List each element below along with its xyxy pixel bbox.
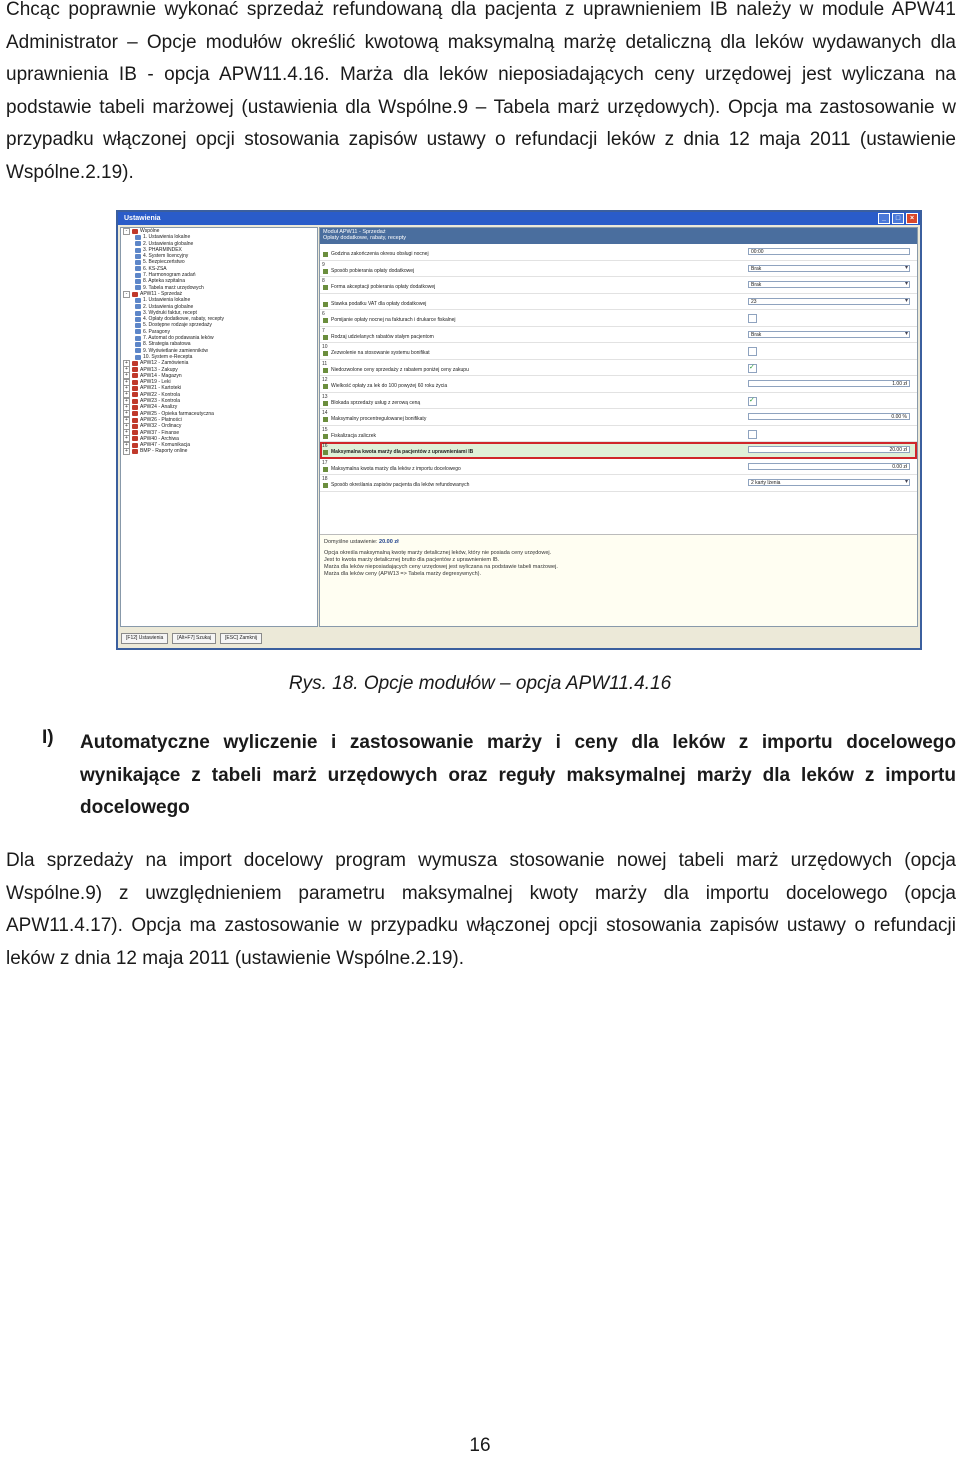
tree-node-label: 3. Wydruki faktur, recept (143, 309, 197, 316)
intro-paragraph: Chcąc poprawnie wykonać sprzedaż refundowaną dla pacjenta z uprawnieniem IB należy w module APW41 Administrator – Opcje modułów określić kwotową maksymalną marżę detaliczną dla leków wydawanych dla uprawnienia IB - opcja APW11.4.16. Marża dla leków nieposiadających ceny urzędowej jest wyliczana na podstawie tabeli marżowej (ustawienia dla Wspólne.9 – Tabela marż urzędowych). Opcja ma zastosowanie w przypadku włączonej opcji stosowania zapisów ustawy o refundacji leków z dnia 12 maja 2011 (ustawienie Wspólne.2.19). (6, 0, 956, 183)
tree-node-label: APW25 - Opieka farmaceutyczna (140, 410, 214, 417)
collapse-icon[interactable]: - (123, 228, 130, 235)
option-label: Godzina zakończenia okresu obsługi nocnej (331, 251, 429, 257)
option-row[interactable] (320, 327, 917, 344)
settings-page-icon (135, 329, 141, 334)
option-number: 6 (322, 311, 325, 317)
option-label: Niedozwolone ceny sprzedaży z rabatem poniżej ceny zakupu (331, 366, 469, 373)
settings-page-icon (135, 355, 141, 360)
settings-page-icon (135, 254, 141, 259)
tree-node-label: APW26 - Płatności (140, 416, 182, 423)
option-number: 9 (322, 261, 325, 268)
tree-node-label: APW13 - Zakupy (140, 366, 178, 373)
option-icon (323, 434, 328, 439)
expand-icon[interactable]: + (123, 435, 130, 442)
option-icon (323, 467, 328, 472)
tree-node-label: 1. Ustawienia lokalne (143, 234, 191, 241)
option-row[interactable] (320, 261, 917, 278)
option-checkbox[interactable] (748, 430, 757, 439)
section-number: I) (42, 727, 54, 748)
option-label: Sposób określania zapisów pacjenta dla leków refundowanych (331, 482, 470, 488)
tree-node-label: APW37 - Finanse (140, 429, 180, 436)
tree-node-label: APW40 - Archiwa (140, 435, 179, 442)
option-row-highlighted[interactable] (320, 442, 917, 459)
tree-node-label: 8. Strategia rabatowa (143, 341, 191, 348)
maximize-icon[interactable]: □ (892, 213, 904, 224)
settings-page-icon (135, 342, 141, 347)
option-label: Rodzaj udzielanych rabatów stałym pacjentom (331, 333, 434, 340)
option-icon (323, 318, 328, 323)
option-input[interactable]: 0.00 zł (748, 463, 910, 470)
option-input[interactable]: 20.00 zł (748, 446, 910, 453)
option-label: Blokada sprzedaży usług z zerową ceną (331, 399, 421, 406)
tree-node[interactable] (121, 448, 317, 454)
module-folder-icon (132, 430, 138, 435)
expand-icon[interactable]: + (123, 391, 130, 398)
option-label: Zezwolenie na stosowanie systemu bonifikat (331, 350, 430, 356)
module-folder-icon (132, 380, 138, 385)
settings-window-screenshot (116, 210, 922, 650)
tree-node-label: 9. Tabela marż urzędowych (143, 284, 204, 291)
settings-page-icon (135, 311, 141, 316)
option-checkbox[interactable] (748, 347, 757, 356)
options-panel (319, 227, 918, 627)
tree-node-label: 8. Apteka szpitalna (143, 278, 185, 285)
tree-node-label: 3. PHARMINDEX (143, 246, 182, 253)
settings-page-icon (135, 317, 141, 322)
settings-page-icon (135, 260, 141, 265)
option-number: 8 (322, 278, 325, 284)
option-icon (323, 384, 328, 389)
module-folder-icon (132, 424, 138, 429)
tree-node-label: APW14 - Magazyn (140, 372, 182, 379)
expand-icon[interactable]: + (123, 423, 130, 430)
option-number: 13 (322, 393, 328, 400)
option-number: 10 (322, 344, 328, 350)
option-dropdown[interactable]: Brak ▾ (748, 265, 910, 272)
option-icon (323, 417, 328, 422)
module-folder-icon (132, 405, 138, 410)
tree-node-label: APW22 - Kontrola (140, 391, 181, 398)
tree-node-label: APW23 - Kontrola (140, 398, 181, 405)
tree-node-label: BMP - Raporty online (140, 448, 188, 455)
description-line: Marża dla leków ceny (APW13 => Tabela marży degresywnych). (324, 571, 482, 577)
tree-node-label: 7. Harmonogram zadań (143, 272, 196, 279)
default-setting-label: Domyślne ustawienie: (324, 539, 378, 545)
settings-page-icon (135, 348, 141, 353)
option-label: Maksymalny procentregulowanej bonifikaty (331, 416, 427, 422)
expand-icon[interactable]: + (123, 372, 130, 379)
expand-icon[interactable]: + (123, 404, 130, 411)
body-paragraph: Dla sprzedaży na import docelowy program wymusza stosowanie nowej tabeli marż urzędowych (opcja Wspólne.9) z uwzględnieniem parametru maksymalnej kwoty marży dla importu docelowego (opcja APW11.4.17). Opcja ma zastosowanie w przypadku włączonej opcji stosowania zapisów ustawy o refundacji leków z dnia 12 maja 2011 (ustawienie Wspólne.2.19). (6, 850, 956, 969)
expand-icon[interactable]: + (123, 366, 130, 373)
settings-page-icon (135, 248, 141, 253)
settings-page-icon (135, 279, 141, 284)
tree-node-label: 2. Ustawienia globalne (143, 303, 194, 310)
option-row[interactable] (320, 393, 917, 410)
tree-node-label: 9. Wyświetlanie zamienników (143, 347, 208, 354)
option-icon (323, 483, 328, 488)
options-header-section: Opłaty dodatkowe, rabaty, recepty (323, 235, 407, 241)
module-folder-icon (132, 411, 138, 416)
option-number: 7 (322, 327, 325, 334)
option-icon (323, 252, 328, 257)
expand-icon[interactable]: + (123, 417, 130, 424)
option-row[interactable] (320, 409, 917, 426)
module-folder-icon (132, 361, 138, 366)
option-icon (323, 368, 328, 373)
default-setting-value: 20.00 zł (379, 539, 399, 545)
module-folder-icon (132, 373, 138, 378)
expand-icon[interactable]: + (123, 448, 130, 455)
option-label: Forma akceptacji pobierania opłaty dodatkowej (331, 284, 436, 290)
module-folder-icon (132, 229, 138, 234)
module-folder-icon (132, 367, 138, 372)
figure-caption: Rys. 18. Opcje modułów – opcja APW11.4.16 (288, 673, 672, 694)
option-icon (323, 335, 328, 340)
option-row[interactable] (320, 475, 917, 492)
description-line: Opcja określa maksymalną kwotę marży detalicznej leków, który nie posiada ceny urzędowej. (324, 550, 552, 556)
tree-node-label: APW12 - Zamówienia (140, 360, 189, 367)
module-folder-icon (132, 292, 138, 297)
expand-icon[interactable]: + (123, 429, 130, 436)
option-checkbox[interactable] (748, 314, 757, 323)
settings-page-icon (135, 323, 141, 328)
expand-icon[interactable]: + (123, 398, 130, 405)
option-input[interactable]: 00:00 (748, 248, 910, 255)
module-folder-icon (132, 392, 138, 397)
settings-page-icon (135, 235, 141, 240)
option-number: 18 (322, 476, 328, 482)
option-row[interactable] (320, 277, 917, 294)
options-list (320, 244, 917, 492)
tree-node-label: 2. Ustawienia globalne (143, 240, 194, 247)
option-checkbox[interactable]: ✓ (748, 397, 757, 406)
option-row[interactable] (320, 360, 917, 377)
settings-page-icon (135, 273, 141, 278)
settings-page-icon (135, 298, 141, 303)
option-description (320, 534, 917, 627)
module-folder-icon (132, 386, 138, 391)
module-folder-icon (132, 443, 138, 448)
option-label: Wielkość opłaty za lek do 100 powyżej 60 roku życia (331, 383, 448, 389)
window-titlebar (118, 212, 920, 225)
tree-node-label: APW24 - Analizy (140, 404, 178, 411)
option-dropdown[interactable]: Brak ▾ (748, 281, 910, 288)
description-line: Jest to kwota marży detalicznej brutto dla pacjentów z uprawnieniem IB. (324, 557, 500, 563)
status-button[interactable]: [F12] Ustawienia (121, 633, 168, 644)
option-number: 15 (322, 426, 328, 433)
tree-node-label: 5. Bezpieczeństwo (143, 259, 185, 266)
settings-page-icon (135, 304, 141, 309)
collapse-icon[interactable]: - (123, 291, 130, 298)
settings-tree[interactable] (120, 227, 318, 627)
option-icon (323, 351, 328, 356)
tree-node-label: APW47 - Komunikacja (140, 442, 191, 449)
tree-node-label: 4. Opłaty dodatkowe, rabaty, recepty (143, 316, 225, 323)
settings-page-icon (135, 336, 141, 341)
page-number: 16 (469, 1435, 491, 1456)
option-icon (323, 285, 328, 290)
settings-page-icon (135, 285, 141, 290)
module-folder-icon (132, 418, 138, 423)
settings-page-icon (135, 266, 141, 271)
option-number: 11 (322, 360, 328, 367)
option-icon (323, 401, 328, 406)
options-header (320, 228, 917, 244)
window-title: Ustawienia (124, 215, 161, 222)
option-number: 17 (322, 459, 328, 466)
option-label: Stawka podatku VAT dla opłaty dodatkowej (331, 300, 427, 307)
tree-node-label: APW21 - Kartoteki (140, 385, 182, 392)
option-label: Pomijanie opłaty nocnej na fakturach i drukarce fiskalnej (331, 317, 456, 323)
close-icon[interactable]: × (906, 213, 918, 224)
option-checkbox[interactable]: ✓ (748, 364, 757, 373)
option-number: 12 (322, 377, 328, 383)
option-row[interactable] (320, 376, 917, 393)
status-button[interactable]: [ESC] Zamknij (220, 633, 262, 644)
tree-node-label: 10. System e-Recepta (143, 353, 193, 360)
option-dropdown[interactable]: 2 karty lżenia ▾ (748, 479, 910, 486)
tree-node-label: 7. Automat do podawania leków (143, 335, 214, 342)
expand-icon[interactable]: + (123, 385, 130, 392)
option-row[interactable] (320, 294, 917, 311)
option-dropdown[interactable]: Brak ▾ (748, 331, 910, 338)
tree-node-label: 4. System licencyjny (143, 253, 189, 260)
option-icon (323, 269, 328, 274)
option-icon (323, 302, 328, 307)
option-label: Maksymalna kwota marży dla pacjentów z uprawnieniami IB (331, 449, 474, 455)
module-folder-icon (132, 399, 138, 404)
option-row[interactable] (320, 244, 917, 261)
status-button[interactable]: [Alt+F7] Szukaj (172, 633, 216, 644)
option-number: 14 (322, 410, 328, 416)
option-row[interactable] (320, 343, 917, 360)
module-folder-icon (132, 449, 138, 454)
minimize-icon[interactable]: _ (878, 213, 890, 224)
tree-node-label: 6. Paragony (143, 328, 170, 335)
option-row[interactable] (320, 310, 917, 327)
option-row[interactable] (320, 426, 917, 443)
option-label: Maksymalna kwota marży dla leków z importu docelowego (331, 465, 461, 472)
option-icon (323, 450, 328, 455)
tree-node-label: 5. Dostępne rodzaje sprzedaży (143, 322, 212, 329)
settings-page-icon (135, 241, 141, 246)
option-dropdown[interactable]: 23 ▾ (748, 298, 910, 305)
option-input[interactable]: 1.00 zł (748, 380, 910, 387)
tree-node-label: 1. Ustawienia lokalne (143, 297, 191, 304)
expand-icon[interactable]: + (123, 410, 130, 417)
option-label: Fiskalizacja zaliczek (331, 432, 377, 439)
tree-node-label: APW32 - Ordinacy (140, 423, 182, 430)
tree-node-label: APW19 - Leki (140, 379, 171, 386)
description-line: Marża dla leków nieposiadających ceny urzędowej jest wyliczana na podstawie tabeli marżowej. (324, 564, 558, 570)
tree-node-label: APW11 - Sprzedaż (140, 290, 183, 297)
tree-node-label: 6. KS-ZSA (143, 265, 167, 272)
section-heading: Automatyczne wyliczenie i zastosowanie marży i ceny dla leków z importu docelowego wynikające z tabeli marż urzędowych oraz reguły maksymalnej marży dla leków z importu docelowego (80, 732, 956, 818)
options-header-module: Moduł APW11 - Sprzedaż (323, 229, 386, 235)
expand-icon[interactable]: + (123, 379, 130, 386)
expand-icon[interactable]: + (123, 360, 130, 367)
option-input[interactable]: 0.00 % (748, 413, 910, 420)
option-label: Sposób pobierania opłaty dodatkowej (331, 267, 415, 274)
module-folder-icon (132, 436, 138, 441)
tree-node-label: Wspólne (140, 228, 160, 234)
expand-icon[interactable]: + (123, 442, 130, 449)
option-row[interactable] (320, 459, 917, 476)
option-number: 16 (322, 443, 328, 449)
status-bar (118, 629, 920, 648)
